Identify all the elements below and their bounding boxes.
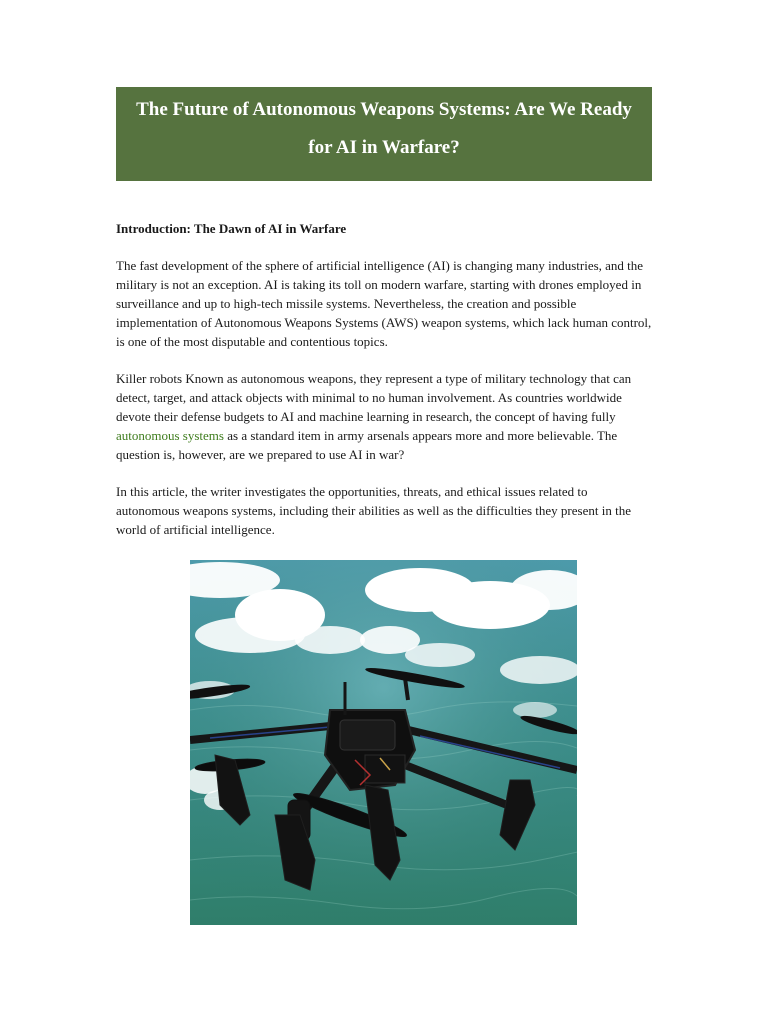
paragraph-killer-robots [116, 369, 652, 464]
paragraph-intro: The fast development of the sphere of artificial intelligence (AI) is changing many industries, and the military is not an exception. AI is taking its toll on modern warfare, starting with drones employed in surveillance and up to high-tech missile systems. Nevertheless, the creation and possible implementation of Autonomous Weapons Systems (AWS) weapon systems, which lack human control, is one of the most disputable and contentious topics. [116, 258, 652, 349]
article-body [116, 219, 652, 557]
section-heading: Introduction: The Dawn of AI in Warfare [116, 221, 347, 236]
paragraph-text-after-link: as a standard item in army arsenals appears more and more believable. The question is, however, are we prepared to use AI in war? [116, 428, 618, 462]
drone-illustration [190, 560, 577, 925]
drone-image [190, 560, 577, 925]
autonomous-systems-link[interactable]: autonomous systems [116, 428, 224, 443]
title-banner [116, 87, 652, 181]
article-title: The Future of Autonomous Weapons Systems: Are We Ready for AI in Warfare? [136, 99, 632, 158]
paragraph-text-before-link: Killer robots Known as autonomous weapons, they represent a type of military technology that can detect, target, and attack objects with minimal to no human involvement. As countries worldwide devote their defense budgets to AI and machine learning in research, the concept of having fully [116, 371, 632, 424]
paragraph-article-scope: In this article, the writer investigates the opportunities, threats, and ethical issues related to autonomous weapons systems, including their abilities as well as the difficulties they present in the world of artificial intelligence. [116, 484, 631, 537]
